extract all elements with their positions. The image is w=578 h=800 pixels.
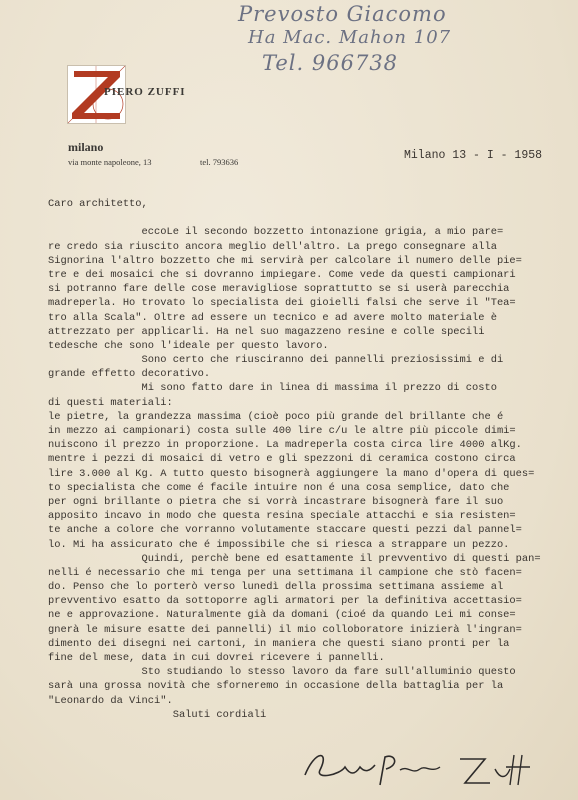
letter-line: attrezzato per applicarli. Ha nel suo magazzeno resine e colle specili	[48, 325, 485, 338]
letter-line: lo. Mi ha assicurato che é impossibile che si riesca a strappare un pezzo.	[48, 538, 510, 551]
letter-body	[48, 197, 568, 722]
letter-line: sarà una grossa novità che sforneremo in occasione della battaglia per la	[48, 680, 504, 693]
letter-line: Caro architetto,	[48, 198, 148, 210]
letter-line: Sto studiando lo stesso lavoro da fare sull'alluminio questo	[48, 666, 516, 679]
handwritten-phone: Tel. 966738	[262, 51, 399, 75]
letter-line: nelli é necessario che mi tenga per una settimana il campione che stò facen=	[48, 566, 522, 579]
letter-line: prevventivo esatto da sottoporre agli armatori per la definitiva accettasio=	[48, 595, 522, 608]
letter-line: re credo sia riuscito ancora meglio dell'altro. La prego consegnare alla	[48, 240, 497, 253]
letterhead-address: via monte napoleone, 13	[68, 157, 152, 167]
letter-line: do. Penso che lo porterò verso lunedì della prossima settimana assieme al	[48, 581, 504, 594]
letter-line: Signorina l'altro bozzetto che mi servirà per calcolare il numero delle pie=	[48, 254, 522, 267]
brand-name: PIERO ZUFFI	[104, 86, 186, 98]
letter-line: le pietre, la grandezza massima (cioè poco più grande del brillante che é	[48, 410, 504, 423]
letter-line: mentre i pezzi di mosaici di vetro e gli spezzoni di ceramica costono circa	[48, 453, 516, 466]
letterhead-phone: tel. 793636	[200, 157, 239, 167]
letter-date: Milano 13 - I - 1958	[404, 149, 543, 162]
letter-line: in mezzo ai campionari) costa sulle 400 lire c/u le altre più piccole dimi=	[48, 425, 516, 437]
letter-line: tre e dei mosaici che si dovranno impiegare. Come vede da questi campionari	[48, 268, 516, 281]
letter-line: ne e approvazione. Naturalmente già da domani (cioé da quando Lei mi conse=	[48, 609, 516, 622]
letter-line: te anche a colore che vorranno volutamente staccare questi pezzi dal pannel=	[48, 524, 522, 537]
letter-line: Mi sono fatto dare in linea di massima il prezzo di costo	[48, 382, 497, 395]
letter-line: eccoLe il secondo bozzetto intonazione grigia, a mio pare=	[48, 226, 504, 239]
letter-line: per ogni brillante o pietra che si vorrà incastrare bisognerà fare il suo	[48, 495, 504, 508]
letter-line: apposito incavo in modo che questa resina speciale attacchi e sia resisten=	[48, 510, 516, 523]
letter-line: dimento dei disegni nei cartoni, in maniera che questi siano pronti per la	[48, 637, 510, 650]
letter-line: tedesche che sono l'ideale per questo lavoro.	[48, 339, 329, 352]
letter-line: di questi materiali:	[48, 396, 173, 409]
letter-line: to specialista che come é facile intuire non é una cosa semplice, dato che	[48, 481, 510, 494]
letter-line: nuiscono il prezzo in proporzione. La madreperla costa circa lire 4000 alKg.	[48, 439, 522, 452]
letter-line: gnerà le misure esatte dei pannelli) il mio colloboratore inizierà l'ingran=	[48, 623, 522, 636]
letter-line: si potranno fare delle cose meravigliose soprattutto se si userà parecchia	[48, 283, 510, 296]
letter-line	[48, 211, 568, 225]
letter-line: grande effetto decorativo.	[48, 368, 211, 381]
letter-line: fine del mese, data in cui dovrei ricevere i pannelli.	[48, 652, 385, 664]
signature-icon	[300, 745, 550, 795]
letter-line: Quindi, perchè bene ed esattamente il prevventivo di questi pan=	[48, 552, 541, 565]
letter-line: "Leonardo da Vinci".	[48, 694, 173, 707]
letter-line: tro alla Scala". Oltre ad essere un tecnico e ad avere molto materiale è	[48, 311, 497, 324]
letterhead-city: milano	[68, 140, 104, 154]
letter-line: Saluti cordiali	[48, 708, 267, 721]
handwritten-name: Prevosto Giacomo	[238, 2, 447, 26]
handwritten-address: Ha Mac. Mahon 107	[248, 27, 452, 48]
letter-line: lire 3.000 al Kg. A tutto questo bisognerà aggiungere la mano d'opera di ques=	[48, 467, 535, 480]
letter-line: madreperla. Ho trovato lo specialista dei gioielli falsi che serve il "Tea=	[48, 297, 516, 310]
letter-line: Sono certo che riusciranno dei pannelli preziosissimi e di	[48, 354, 504, 367]
